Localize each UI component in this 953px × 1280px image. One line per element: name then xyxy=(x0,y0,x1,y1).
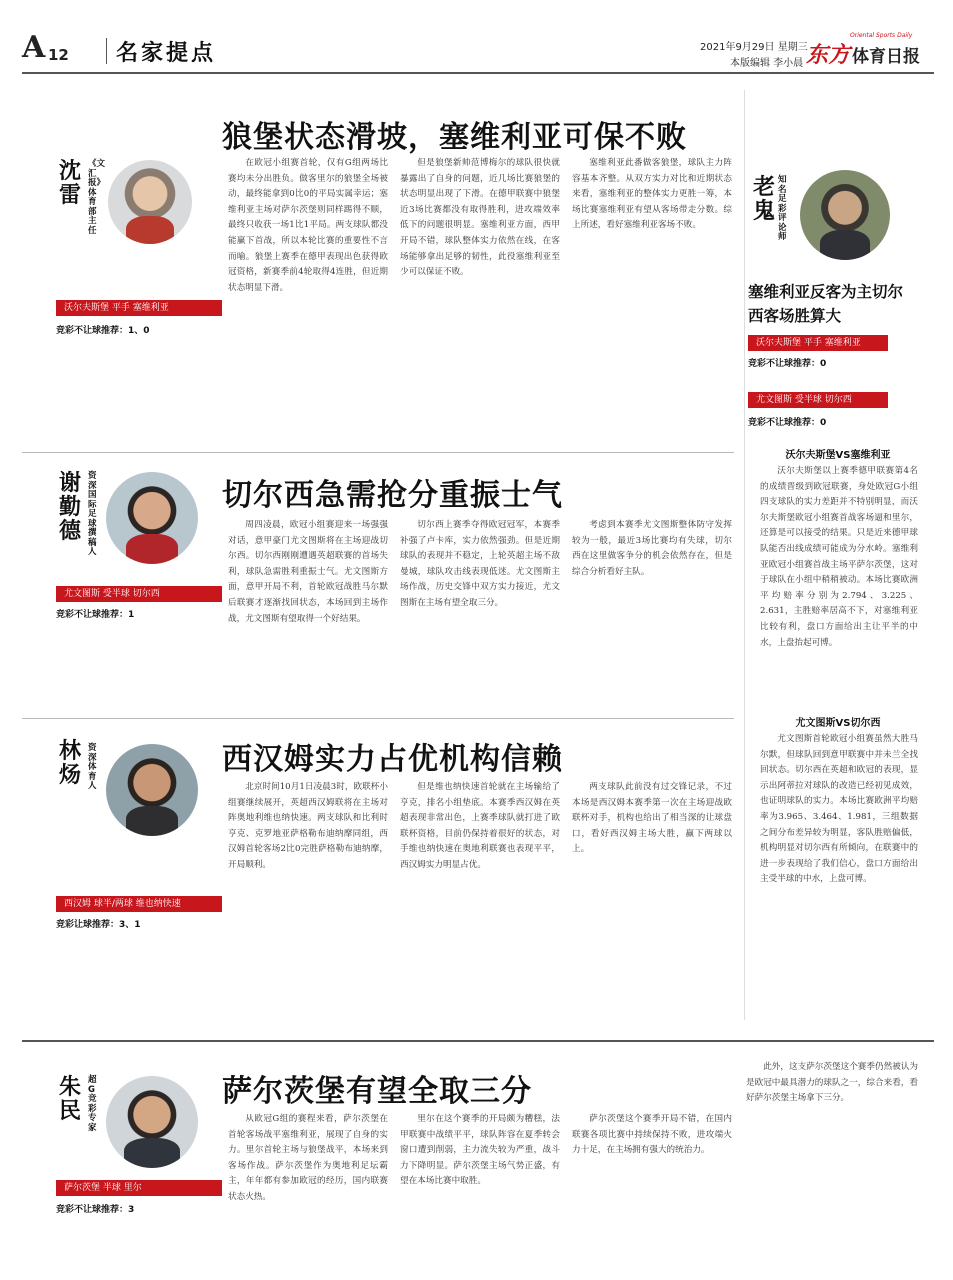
headline-article-1: 狼堡状态滑坡，塞维利亚可保不败 xyxy=(222,120,687,155)
tip-3: 竞彩让球推荐：3、1 xyxy=(56,920,141,930)
author-photo-3 xyxy=(106,744,198,836)
header-rule xyxy=(22,72,934,74)
headline-article-2: 切尔西急需抢分重振士气 xyxy=(222,478,563,513)
article-2-column-2: 切尔西上赛季夺得欧冠冠军，本赛季补强了卢卡库，实力依然强劲。但是近期球队的表现并不稳定，上轮英超主场不敌曼城，球队攻击线表现低迷。尤文图斯主场作战，历史交锋中双方实力接近，尤文图斯在主场有望全取三分。 xyxy=(400,520,560,608)
page-editor: 本版编辑 李小晨 xyxy=(730,58,804,69)
tip-4: 竞彩不让球推荐：3 xyxy=(56,1205,135,1215)
article-3-column-2: 但是维也纳快速首轮就在主场输给了亨克，排名小组垫底。本赛季西汉姆在英超表现非常出色，上赛季球队就打进了欧联杯资格，目前仍保持着很好的状态，对手维也纳快速在奥地利联赛也表现平平，西汉姆实力明显占优。 xyxy=(400,782,560,870)
sidebar-match-bar-2: 尤文图斯 受半球 切尔西 xyxy=(748,392,888,408)
article-3-column-1: 北京时间10月1日凌晨3时，欧联杯小组赛继续展开，英超西汉姆联将在主场对阵奥地利维也纳快速。两支球队和比利时亨克、克罗地亚萨格勒布迪纳摩同组，西汉姆首轮客场2比0完胜萨格勒布迪纳摩，开局顺利。 xyxy=(228,782,388,870)
sidebar-author-title: 知名足彩评论师 xyxy=(778,175,787,242)
article-1-column-1: 在欧冠小组赛首轮，仅有G组两场比赛均未分出胜负。做客里尔的狼堡全场被动，最终能拿到0比0的平局实属幸运；塞维利亚主场对萨尔茨堡则同样踢得不顺，最终只收获一场1比1平局。两支球队都没能赢下首战，所以本轮比赛的重要性不言而喻。狼堡上赛季在德甲表现出色获得欧冠资格，新赛季前4轮取得4连胜，但近期状态明显下滑。 xyxy=(228,158,388,293)
sidebar-subhead-2: 尤文图斯VS切尔西 xyxy=(795,718,881,729)
author-name-4: 朱民 xyxy=(58,1075,81,1124)
article-1-column-3: 塞维利亚此番做客狼堡，球队主力阵容基本齐整。从双方实力对比和近期状态来看，塞维利亚的整体实力更胜一筹，本场比赛塞维利亚有望从客场带走分数。综上所述，看好塞维利亚客场不败。 xyxy=(572,158,732,231)
article-4-column-4: 此外，这支萨尔茨堡这个赛季仍然被认为是欧冠中最具潜力的球队之一，综合来看，看好萨尔茨堡主场拿下三分。 xyxy=(746,1062,918,1104)
author-title-3: 资深体育人 xyxy=(88,743,97,791)
divider-2 xyxy=(22,718,734,719)
author-name-1: 沈雷 xyxy=(58,159,81,208)
newspaper-logo xyxy=(806,32,934,68)
logo-sports: 体育日报 xyxy=(852,47,920,67)
tip-1: 竞彩不让球推荐：1、0 xyxy=(56,326,150,336)
match-bar-3: 西汉姆 球半/两球 维也纳快速 xyxy=(56,896,222,912)
sidebar-headline: 塞维利亚反客为主切尔西客场胜算大 xyxy=(748,283,904,325)
author-title-1: 《文汇报》体育部主任 xyxy=(88,159,106,236)
divider-3 xyxy=(22,1040,934,1042)
headline-article-4: 萨尔茨堡有望全取三分 xyxy=(222,1074,532,1109)
author-name-3: 林炀 xyxy=(58,739,81,788)
match-bar-1: 沃尔夫斯堡 平手 塞维利亚 xyxy=(56,300,222,316)
article-1-column-2: 但是狼堡新帅范博梅尔的球队很快就暴露出了自身的问题，近几场比赛狼堡的状态明显出现了下滑。在德甲联赛中狼堡近3场比赛都没有取得胜利，进攻端效率低下的问题很明显。塞维利亚方面，西甲开局不错，球队整体实力依然在线，在客场能够拿出足够的韧性，此役塞维利亚至少可以保证不败。 xyxy=(400,158,560,278)
sidebar-subhead-1: 沃尔夫斯堡VS塞维利亚 xyxy=(785,450,891,461)
sidebar-text-2: 尤文图斯首轮欧冠小组赛虽然大胜马尔默，但球队回到意甲联赛中并未兰全找回状态。切尔西在英超和欧冠的表现，显示出阿蒂拉对球队的改造已经初见成效，也证明球队的实力。本场比赛欧洲平均赔率为3.965、3.464、1.981，三组数据之间分布差异较为明显，客队胜赔偏低，机构明显对切尔西有所倾向，在联赛中的进一步表现给了我们信心，盘口方面给出主受半球的中水，上盘可博。 xyxy=(760,734,918,885)
sidebar-author-photo xyxy=(800,170,890,260)
match-bar-4: 萨尔茨堡 半球 里尔 xyxy=(56,1180,222,1196)
sidebar-left-rule xyxy=(744,90,745,1020)
page-letter: A xyxy=(22,30,46,65)
author-photo-4 xyxy=(106,1076,198,1168)
author-photo-2 xyxy=(106,472,198,564)
logo-east: 东方 xyxy=(806,43,851,68)
article-3-column-3: 两支球队此前没有过交锋记录，不过本场是西汉姆本赛季第一次在主场迎战欧联杯对手，机构也给出了相当深的让球盘口，看好西汉姆主场大胜，赢下两球以上。 xyxy=(572,782,732,855)
issue-date: 2021年9月29日 星期三 xyxy=(700,42,808,53)
page-number-block xyxy=(22,30,104,68)
header-divider xyxy=(106,38,107,64)
sidebar-tip-1: 竞彩不让球推荐：0 xyxy=(748,359,827,369)
sidebar-match-bar-1: 沃尔夫斯堡 平手 塞维利亚 xyxy=(748,335,888,351)
page-number: 12 xyxy=(48,46,69,64)
author-photo-1 xyxy=(108,160,192,244)
headline-article-3: 西汉姆实力占优机构信赖 xyxy=(222,742,563,777)
divider-1 xyxy=(22,452,734,453)
author-name-2: 谢勤德 xyxy=(58,471,81,544)
article-2-column-3: 考虑到本赛季尤文图斯整体防守发挥较为一般，最近3场比赛均有失球，切尔西在这里做客争分的机会依然存在，但是综合分析看好主队。 xyxy=(572,520,732,577)
tip-2: 竞彩不让球推荐：1 xyxy=(56,610,135,620)
author-title-2: 资深国际足球撰稿人 xyxy=(88,471,97,557)
article-2-column-1: 周四凌晨，欧冠小组赛迎来一场强强对话，意甲豪门尤文图斯将在主场迎战切尔西。切尔西刚刚遭遇英超联赛的首场失利，球队急需胜利重振士气。尤文图斯方面，意甲开局不利，首轮欧冠战胜马尔默后联赛才逐渐找回状态，本场回到主场作战，尤文图斯有望取得一个好结果。 xyxy=(228,520,388,624)
article-4-column-1: 从欧冠G组的赛程来看，萨尔茨堡在首轮客场战平塞维利亚，展现了自身的实力。里尔首轮主场与狼堡战平，本场来到客场作战。萨尔茨堡作为奥地利足坛霸主，年年都有参加欧冠的经历，国内联赛状态火热。 xyxy=(228,1114,388,1202)
sidebar-author-name: 老鬼 xyxy=(752,175,775,224)
author-title-4: 超G竞彩专家 xyxy=(88,1075,97,1133)
sidebar-tip-2: 竞彩不让球推荐：0 xyxy=(748,418,827,428)
article-4-column-3: 萨尔茨堡这个赛季开局不错，在国内联赛各项比赛中持续保持不败，进攻端火力十足，在主场拥有强大的统治力。 xyxy=(572,1114,732,1156)
section-title: 名家提点 xyxy=(116,41,217,66)
article-4-column-2: 里尔在这个赛季的开局颇为糟糕，法甲联赛中战绩平平，球队阵容在夏季转会窗口遭到削弱，主力流失较为严重，战斗力下降明显。萨尔茨堡主场气势正盛，有望在本场比赛中取胜。 xyxy=(400,1114,560,1187)
match-bar-2: 尤文图斯 受半球 切尔西 xyxy=(56,586,222,602)
logo-english: Oriental Sports Daily xyxy=(850,32,913,39)
sidebar-text-1: 沃尔夫斯堡以上赛季德甲联赛第4名的成绩晋级到欧冠联赛，身处欧冠G小组四支球队的实力差距并不特别明显，而沃尔夫斯堡欧冠小组赛首战客场逼和里尔，还算是可以接受的结果。只是近来德甲球队能否出线成绩可能成为分水岭。塞维利亚欧冠小组赛首战主场平萨尔茨堡，这对于球队在小组中稍稍被动。本场比赛欧洲平均赔率分别为2.794、3.225、2.631，主胜赔率居高不下，对塞维利亚比较有利，盘口方面给出主让平半的中水，上盘抬起可博。 xyxy=(760,466,918,648)
